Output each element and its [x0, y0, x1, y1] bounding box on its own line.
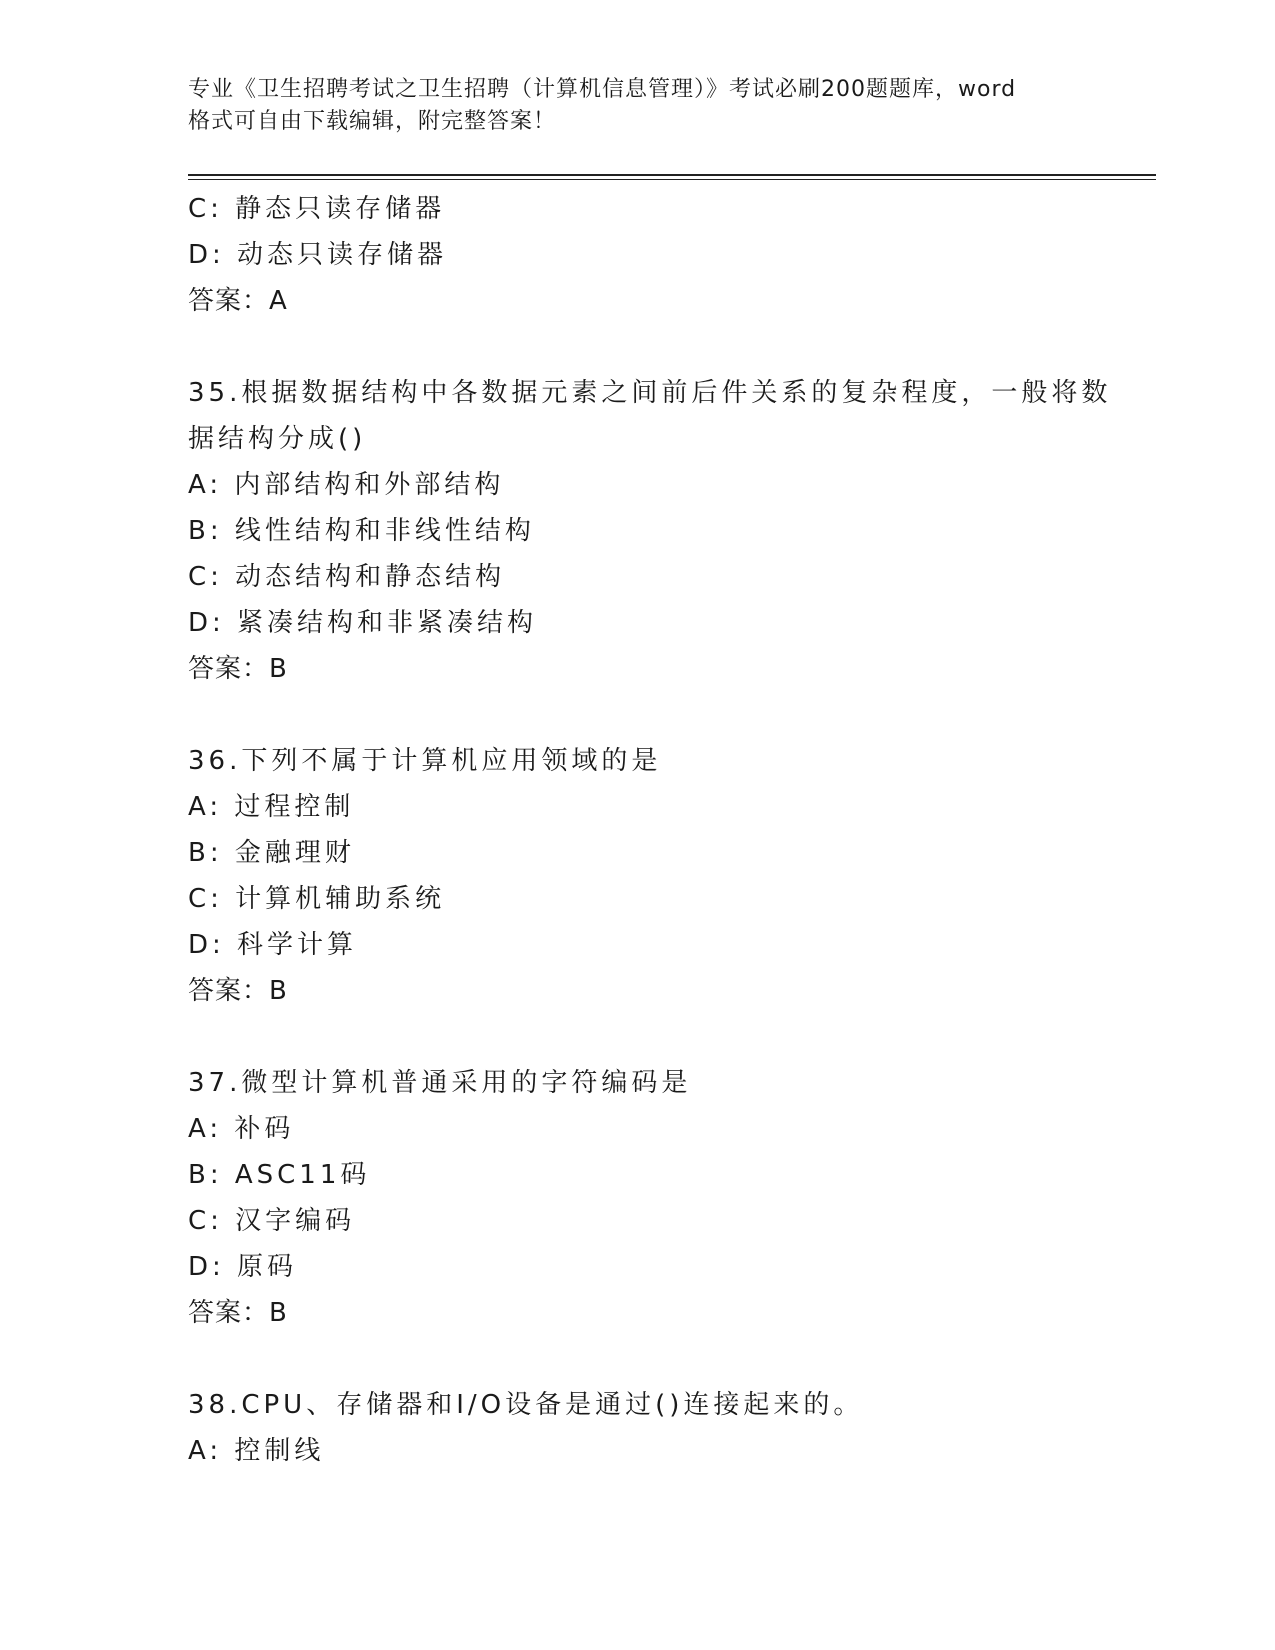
answer: 答案：B	[188, 654, 288, 684]
option-a: A: 控制线	[188, 1436, 325, 1466]
document-header	[188, 74, 1088, 138]
option-d: D: 紧凑结构和非紧凑结构	[188, 608, 538, 638]
option-a: A: 过程控制	[188, 792, 355, 822]
answer: 答案：B	[188, 976, 288, 1006]
question-stem: 35.根据数据结构中各数据元素之间前后件关系的复杂程度，一般将数	[188, 378, 1112, 408]
question-list	[188, 186, 1148, 1474]
option-a: A: 内部结构和外部结构	[188, 470, 505, 500]
header-line-1: 专业《卫生招聘考试之卫生招聘（计算机信息管理）》考试必刷200题题库，word	[188, 77, 1017, 102]
option-d: D: 原码	[188, 1252, 298, 1282]
answer: 答案：A	[188, 286, 288, 316]
option-a: A: 补码	[188, 1114, 295, 1144]
answer: 答案：B	[188, 1298, 288, 1328]
option-c: C: 计算机辅助系统	[188, 884, 446, 914]
option-d: D: 动态只读存储器	[188, 240, 448, 270]
option-b: B: ASC11码	[188, 1160, 371, 1190]
document-page	[188, 0, 1148, 1474]
header-rule-thin	[188, 179, 1156, 180]
option-b: B: 线性结构和非线性结构	[188, 516, 535, 546]
question-stem: 37.微型计算机普通采用的字符编码是	[188, 1068, 692, 1098]
option-b: B: 金融理财	[188, 838, 355, 868]
header-line-2: 格式可自由下载编辑，附完整答案！	[188, 109, 557, 134]
option-c: C: 动态结构和静态结构	[188, 562, 506, 592]
question-stem: 36.下列不属于计算机应用领域的是	[188, 746, 662, 776]
question-stem: 38.CPU、存储器和I/O设备是通过()连接起来的。	[188, 1390, 864, 1420]
question-stem-continued: 据结构分成()	[188, 424, 367, 454]
header-rule-thick	[188, 174, 1156, 176]
option-d: D: 科学计算	[188, 930, 358, 960]
option-c: C: 汉字编码	[188, 1206, 356, 1236]
option-c: C: 静态只读存储器	[188, 194, 446, 224]
